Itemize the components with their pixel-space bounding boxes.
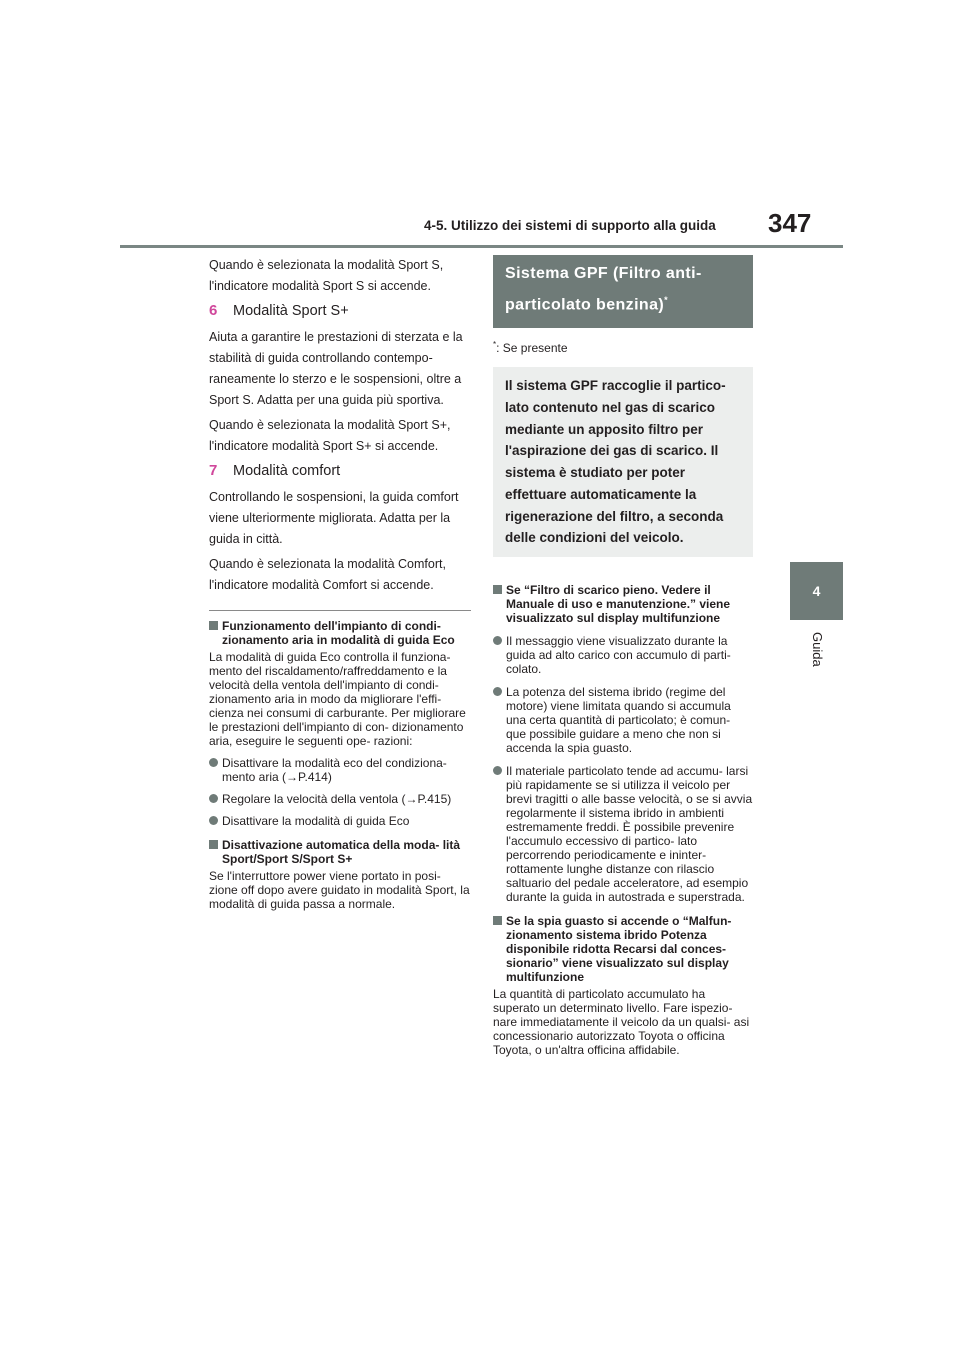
filter-full-title: Se “Filtro di scarico pieno. Vedere il Manuale di uso e manutenzione.” viene visualizzato sul display multifunzione bbox=[506, 582, 731, 625]
list-item bbox=[209, 756, 471, 784]
page-number: 347 bbox=[768, 208, 812, 238]
round-bullet-icon bbox=[209, 794, 218, 803]
square-bullet-icon bbox=[209, 621, 218, 630]
item-7-title: Modalità comfort bbox=[233, 463, 341, 479]
item-6-number: 6 bbox=[209, 302, 218, 319]
gpf-footnote bbox=[493, 340, 753, 355]
footnote-text: : Se presente bbox=[496, 341, 568, 356]
list-item bbox=[209, 814, 471, 828]
item-7-heading bbox=[209, 461, 471, 481]
eco-ac-heading bbox=[209, 619, 471, 647]
gpf-title: Sistema GPF (Filtro anti- particolato benzina) bbox=[505, 265, 702, 314]
chapter-tab[interactable] bbox=[790, 562, 843, 620]
square-bullet-icon bbox=[209, 840, 218, 849]
eco-ac-bullet-3: Disattivare la modalità di guida Eco bbox=[222, 814, 410, 828]
item-7-number: 7 bbox=[209, 462, 218, 479]
filter-full-heading bbox=[493, 583, 753, 625]
chapter-number: 4 bbox=[812, 583, 821, 599]
round-bullet-icon bbox=[209, 758, 218, 767]
footnote-mark: * bbox=[493, 340, 497, 350]
filter-full-bullet-3: Il materiale particolato tende ad accumu- larsi più rapidamente se si utilizza il veicolo per brevi tragitti o alle basse velocità, o se si avvia regolarmente il sistema ibrido in ambienti estremamente freddi. È possibile prevenire l'accumulo eccessivo di partico- lato percorrendo periodicamente e ininter- rottamente lunghe distanze con rilascio saltuario del pedale acceleratore, ad esempio durante la guida in autostrada e superstrada. bbox=[506, 763, 753, 904]
list-item bbox=[209, 792, 471, 806]
round-bullet-icon bbox=[209, 816, 218, 825]
list-item bbox=[493, 685, 753, 755]
section-title: 4-5. Utilizzo dei sistemi di supporto alla guida bbox=[424, 218, 716, 233]
filter-full-bullet-1: Il messaggio viene visualizzato durante la guida ad alto carico con accumulo di parti- colato. bbox=[506, 633, 731, 676]
round-bullet-icon bbox=[493, 766, 502, 775]
round-bullet-icon bbox=[493, 636, 502, 645]
auto-off-heading bbox=[209, 838, 471, 866]
fault-paragraph: La quantità di particolato accumulato ha superato un determinato livello. Fare ispezio- nare immediatamente il veicolo da un qualsi- asi concessionario autorizzato Toyota o officina Toyota, o un'altra officina affidabile. bbox=[493, 986, 750, 1057]
gpf-title-mark: * bbox=[664, 295, 669, 305]
eco-ac-bullet-2: Regolare la velocità della ventola (→P.415) bbox=[222, 792, 452, 806]
item-7-paragraph: Controllando le sospensioni, la guida comfort viene ulteriormente migliorata. Adatta per la guida in città. bbox=[209, 490, 459, 546]
item-6-heading bbox=[209, 301, 471, 321]
item-6-title: Modalità Sport S+ bbox=[233, 303, 349, 319]
chapter-label: Guida bbox=[810, 632, 825, 667]
gpf-summary-box bbox=[493, 367, 753, 557]
left-column bbox=[209, 255, 471, 911]
square-bullet-icon bbox=[493, 916, 502, 925]
round-bullet-icon bbox=[493, 687, 502, 696]
item-6-indicator-paragraph: Quando è selezionata la modalità Sport S+, l'indicatore modalità Sport S+ si accende. bbox=[209, 418, 451, 453]
eco-ac-title: Funzionamento dell'impianto di condi- zionamento aria in modalità di guida Eco bbox=[222, 619, 455, 647]
eco-ac-bullet-1: Disattivare la modalità eco del condiziona- mento aria (→P.414) bbox=[222, 756, 447, 784]
filter-full-bullet-2: La potenza del sistema ibrido (regime del motore) viene limitata quando si accumula una certa quantità di particolato; è comun- que possibile guidare a meno che non si accenda la spia guasto. bbox=[506, 684, 731, 755]
section-divider bbox=[209, 610, 471, 611]
eco-ac-paragraph: La modalità di guida Eco controlla il funziona- mento del riscaldamento/raffreddamento e la velocità della ventola dell'impianto di condi- zionamento aria in modo da migliorare l'effi- cienza nei consumi di carburante. Per migliorare le prestazioni dell'impianto di con- dizionamento aria, eseguire le seguenti ope- razioni: bbox=[209, 650, 466, 748]
item-7-indicator-paragraph: Quando è selezionata la modalità Comfort, l'indicatore modalità Comfort si accende. bbox=[209, 557, 446, 592]
header-divider bbox=[120, 245, 843, 248]
fault-heading bbox=[493, 914, 753, 984]
gpf-summary-text: Il sistema GPF raccoglie il partico- lato contenuto nel gas di scarico mediante un apposito filtro per l'aspirazione dei gas di scarico. Il sistema è studiato per poter effettuare automaticamente la rigenerazione del filtro, a seconda delle condizioni del veicolo. bbox=[505, 378, 726, 546]
list-item bbox=[493, 764, 753, 904]
square-bullet-icon bbox=[493, 585, 502, 594]
right-column bbox=[493, 255, 753, 1057]
gpf-section-heading bbox=[493, 255, 753, 328]
list-item bbox=[493, 634, 753, 676]
auto-off-paragraph: Se l'interruttore power viene portato in posi- zione off dopo avere guidato in modalità Sport, la modalità di guida passa a normale. bbox=[209, 869, 470, 911]
sport-s-paragraph: Quando è selezionata la modalità Sport S, l'indicatore modalità Sport S si accende. bbox=[209, 258, 444, 293]
auto-off-title: Disattivazione automatica della moda- lità Sport/Sport S/Sport S+ bbox=[222, 838, 461, 866]
item-6-paragraph: Aiuta a garantire le prestazioni di sterzata e la stabilità di guida controllando contempo- raneamente lo sterzo e le sospensioni, oltre a Sport S. Adatta per una guida più sportiva. bbox=[209, 330, 463, 407]
fault-title: Se la spia guasto si accende o “Malfun- zionamento sistema ibrido Potenza disponibile ridotta Recarsi dal conces- sionario” viene visualizzato sul display multifunzione bbox=[506, 913, 732, 984]
